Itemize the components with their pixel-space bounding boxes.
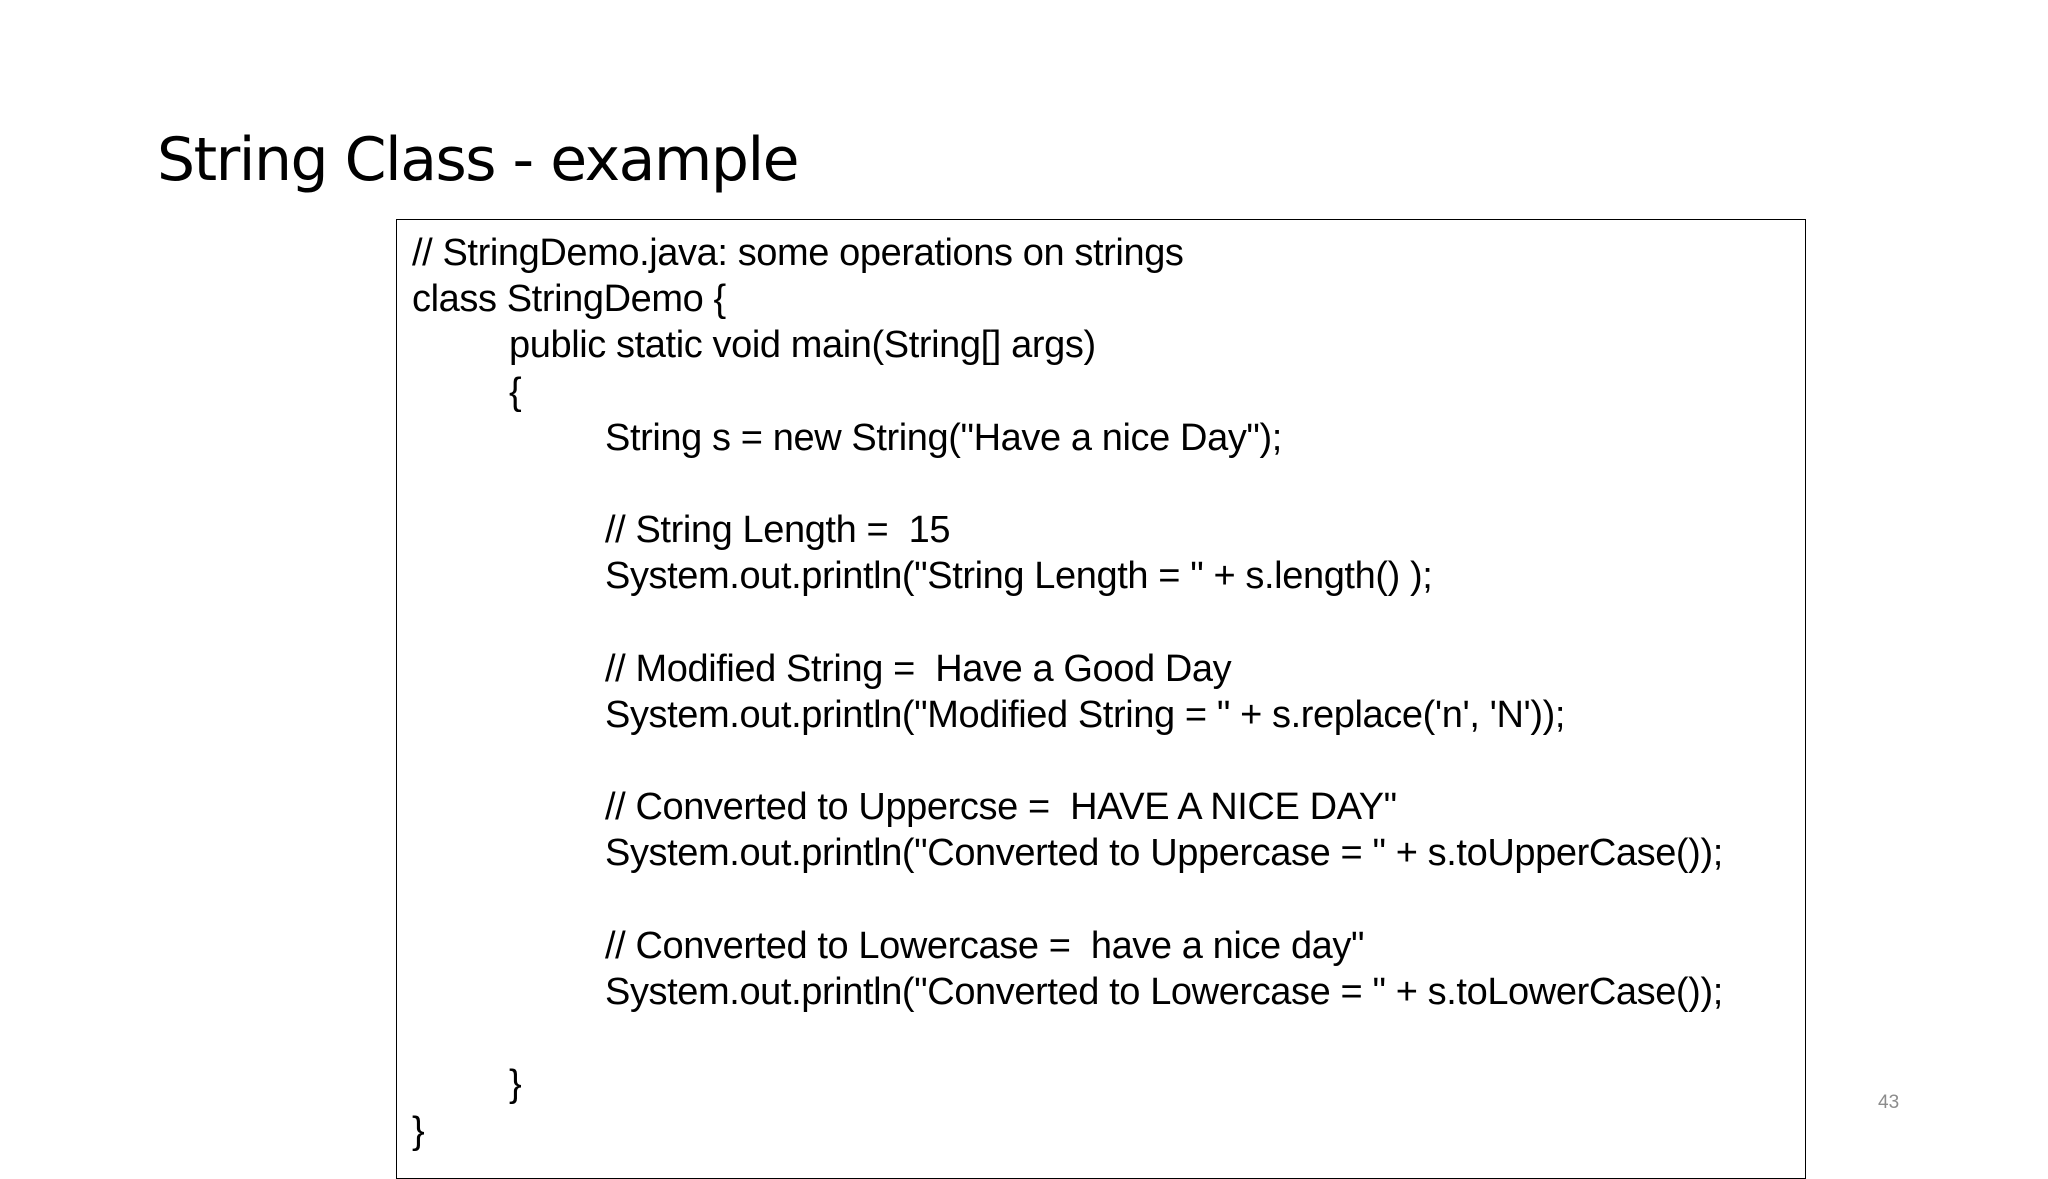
code-line [412,600,1723,646]
code-line: // Converted to Uppercse = HAVE A NICE DAY" [605,786,1397,829]
code-line: // Converted to Lowercase = have a nice day" [605,924,1365,967]
code-line: } [412,1109,425,1152]
code-line [412,738,1723,784]
code-line [412,461,1723,507]
code-lines [412,230,1723,1154]
code-line: } [509,1063,522,1106]
code-line: { [509,370,522,413]
code-line: // String Length = 15 [605,509,951,552]
code-line: // StringDemo.java: some operations on strings [412,232,1184,274]
code-line: class StringDemo { [412,278,726,321]
code-line: String s = new String("Have a nice Day"); [605,416,1282,459]
code-line: System.out.println("Converted to Lowercase = " + s.toLowerCase()); [605,971,1723,1013]
code-line: // Modified String = Have a Good Day [605,647,1232,690]
code-line [412,877,1723,923]
code-line: System.out.println("String Length = " + s.length() ); [605,555,1433,598]
code-line: System.out.println("Modified String = " + s.replace('n', 'N')); [605,693,1566,736]
slide-title: String Class - example [157,125,799,195]
code-block [396,219,1806,1179]
code-line: public static void main(String[] args) [509,324,1096,367]
page-number: 43 [1878,1092,1900,1113]
code-line [412,1015,1723,1061]
code-line: System.out.println("Converted to Uppercase = " + s.toUpperCase()); [605,832,1723,875]
